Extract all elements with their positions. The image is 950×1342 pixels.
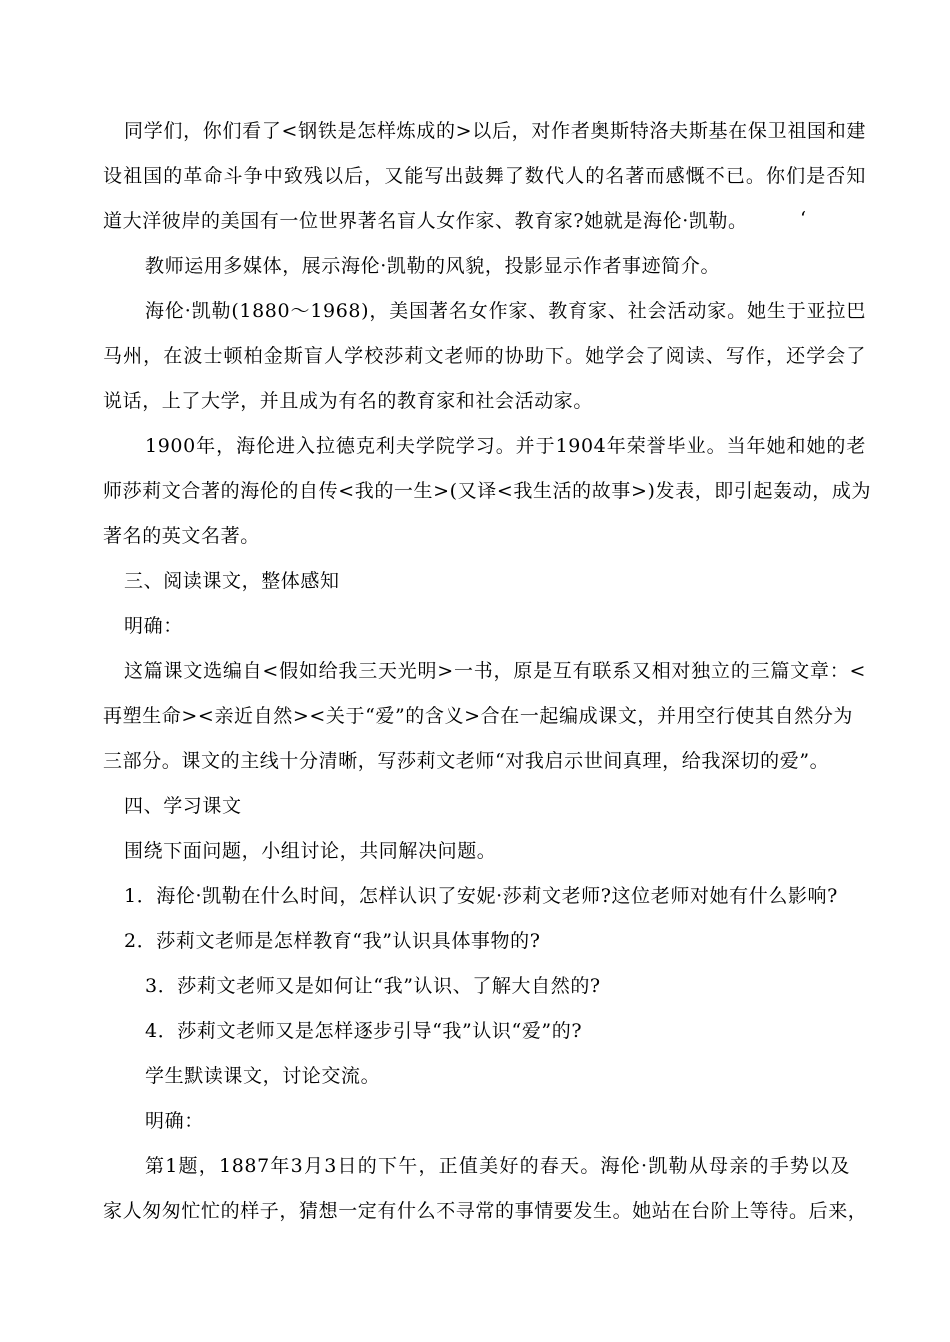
text-line: 师莎莉文合著的海伦的自传<我的一生>(又译<我生活的故事>)发表，即引起轰动，成为 (103, 480, 872, 502)
text-line: 明确： (124, 615, 183, 637)
section-heading: 三、阅读课文，整体感知 (124, 570, 340, 592)
text-line: 海伦·凯勒(1880～1968)，美国著名女作家、教育家、社会活动家。她生于亚拉巴 (145, 300, 866, 322)
text-line: 道大洋彼岸的美国有一位世界著名盲人女作家、教育家?她就是海伦·凯勒。 (103, 210, 748, 232)
question-item: 4．莎莉文老师又是怎样逐步引导“我”认识“爱”的? (145, 1020, 583, 1042)
text-line: 马州，在波士顿柏金斯盲人学校莎莉文老师的协助下。她学会了阅读、写作，还学会了 (103, 345, 866, 367)
text-line: 围绕下面问题，小组讨论，共同解决问题。 (124, 840, 497, 862)
stray-mark: ‘ (800, 208, 807, 230)
text-line: 家人匆匆忙忙的样子，猜想一定有什么不寻常的事情要发生。她站在台阶上等待。后来， (103, 1200, 868, 1222)
text-line: 第1题，1887年3月3日的下午，正值美好的春天。海伦·凯勒从母亲的手势以及 (145, 1155, 850, 1177)
text-line: 说话，上了大学，并且成为有名的教育家和社会活动家。 (103, 390, 594, 412)
text-line: 这篇课文选编自<假如给我三天光明>一书，原是互有联系又相对独立的三篇文章：< (124, 660, 866, 682)
text-line: 再塑生命><亲近自然><关于“爱”的含义>合在一起编成课文，并用空行使其自然分为 (103, 705, 854, 727)
section-heading: 四、学习课文 (124, 795, 242, 817)
text-line: 1900年，海伦进入拉德克利夫学院学习。并于1904年荣誉毕业。当年她和她的老 (145, 435, 866, 457)
text-line: 学生默读课文，讨论交流。 (145, 1065, 381, 1087)
text-line: 设祖国的革命斗争中致残以后，又能写出鼓舞了数代人的名著而感慨不已。你们是否知 (103, 165, 866, 187)
question-item: 3．莎莉文老师又是如何让“我”认识、了解大自然的? (145, 975, 601, 997)
text-line: 三部分。课文的主线十分清晰，写莎莉文老师“对我启示世间真理，给我深切的爱”。 (103, 750, 830, 772)
question-item: 1．海伦·凯勒在什么时间，怎样认识了安妮·莎莉文老师?这位老师对她有什么影响? (124, 885, 838, 907)
text-line: 教师运用多媒体，展示海伦·凯勒的风貌，投影显示作者事迹简介。 (145, 255, 721, 277)
text-line: 著名的英文名著。 (103, 525, 260, 547)
text-line: 同学们，你们看了<钢铁是怎样炼成的>以后，对作者奥斯特洛夫斯基在保卫祖国和建 (124, 120, 866, 142)
question-item: 2．莎莉文老师是怎样教育“我”认识具体事物的? (124, 930, 541, 952)
text-line: 明确： (145, 1110, 204, 1132)
